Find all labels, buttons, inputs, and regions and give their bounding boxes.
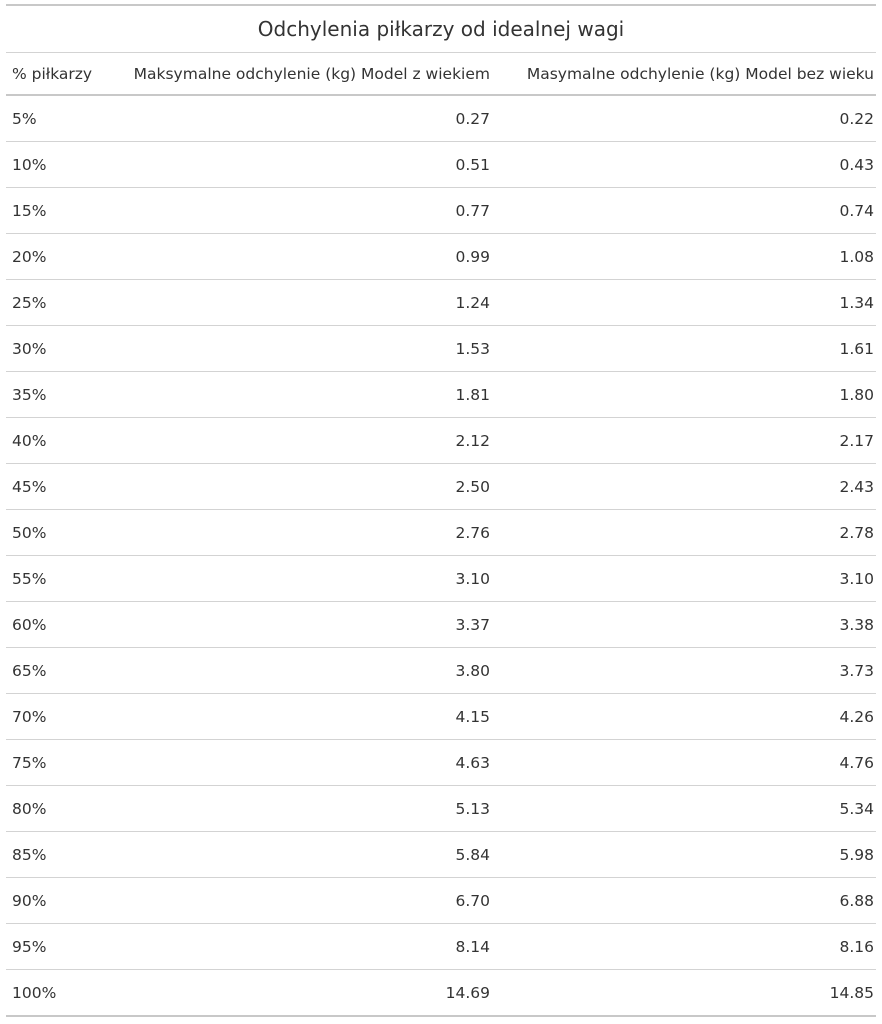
cell-model-with-age: 0.27 [102, 95, 492, 142]
cell-model-without-age: 2.78 [492, 510, 876, 556]
cell-model-with-age: 5.84 [102, 832, 492, 878]
cell-model-without-age: 14.85 [492, 970, 876, 1017]
cell-model-without-age: 0.74 [492, 188, 876, 234]
table-row [6, 188, 876, 234]
cell-model-with-age: 14.69 [102, 970, 492, 1017]
cell-percent-players: 35% [6, 372, 102, 418]
cell-model-with-age: 2.12 [102, 418, 492, 464]
table-row [6, 694, 876, 740]
cell-percent-players: 40% [6, 418, 102, 464]
cell-percent-players: 5% [6, 95, 102, 142]
cell-model-without-age: 1.34 [492, 280, 876, 326]
cell-model-without-age: 1.08 [492, 234, 876, 280]
cell-percent-players: 20% [6, 234, 102, 280]
table-row [6, 510, 876, 556]
table-body [6, 95, 876, 1016]
cell-percent-players: 95% [6, 924, 102, 970]
cell-model-without-age: 3.38 [492, 602, 876, 648]
table-container [6, 0, 876, 1017]
cell-model-without-age: 2.43 [492, 464, 876, 510]
table-row [6, 832, 876, 878]
cell-percent-players: 65% [6, 648, 102, 694]
cell-percent-players: 30% [6, 326, 102, 372]
cell-model-with-age: 3.80 [102, 648, 492, 694]
cell-model-with-age: 5.13 [102, 786, 492, 832]
cell-model-with-age: 0.99 [102, 234, 492, 280]
cell-model-without-age: 4.76 [492, 740, 876, 786]
cell-model-with-age: 3.10 [102, 556, 492, 602]
table-row [6, 95, 876, 142]
cell-percent-players: 15% [6, 188, 102, 234]
cell-model-without-age: 1.61 [492, 326, 876, 372]
cell-model-with-age: 0.77 [102, 188, 492, 234]
cell-percent-players: 90% [6, 878, 102, 924]
cell-model-without-age: 0.22 [492, 95, 876, 142]
cell-model-with-age: 2.50 [102, 464, 492, 510]
cell-percent-players: 75% [6, 740, 102, 786]
table-header [6, 53, 876, 95]
cell-model-with-age: 2.76 [102, 510, 492, 556]
cell-model-without-age: 3.10 [492, 556, 876, 602]
table-row [6, 602, 876, 648]
deviation-table [6, 53, 876, 1017]
table-row [6, 464, 876, 510]
cell-percent-players: 45% [6, 464, 102, 510]
cell-model-with-age: 0.51 [102, 142, 492, 188]
table-row [6, 326, 876, 372]
cell-model-with-age: 4.63 [102, 740, 492, 786]
table-row [6, 142, 876, 188]
cell-percent-players: 60% [6, 602, 102, 648]
cell-percent-players: 10% [6, 142, 102, 188]
cell-percent-players: 70% [6, 694, 102, 740]
cell-model-without-age: 2.17 [492, 418, 876, 464]
cell-model-without-age: 3.73 [492, 648, 876, 694]
cell-model-with-age: 4.15 [102, 694, 492, 740]
cell-model-without-age: 5.34 [492, 786, 876, 832]
cell-model-with-age: 1.81 [102, 372, 492, 418]
cell-percent-players: 85% [6, 832, 102, 878]
cell-percent-players: 50% [6, 510, 102, 556]
cell-model-without-age: 5.98 [492, 832, 876, 878]
table-row [6, 924, 876, 970]
table-row [6, 556, 876, 602]
table-row [6, 740, 876, 786]
cell-model-with-age: 1.24 [102, 280, 492, 326]
table-title: Odchylenia piłkarzy od idealnej wagi [6, 6, 876, 53]
table-row [6, 418, 876, 464]
cell-percent-players: 80% [6, 786, 102, 832]
table-row [6, 280, 876, 326]
table-row [6, 786, 876, 832]
header-model-without-age: Masymalne odchylenie (kg) Model bez wieku [492, 53, 876, 95]
cell-model-without-age: 0.43 [492, 142, 876, 188]
cell-model-without-age: 4.26 [492, 694, 876, 740]
header-model-with-age: Maksymalne odchylenie (kg) Model z wiekiem [102, 53, 492, 95]
table-row [6, 648, 876, 694]
table-row [6, 878, 876, 924]
cell-percent-players: 55% [6, 556, 102, 602]
cell-model-with-age: 6.70 [102, 878, 492, 924]
cell-model-with-age: 1.53 [102, 326, 492, 372]
cell-percent-players: 100% [6, 970, 102, 1017]
cell-model-without-age: 8.16 [492, 924, 876, 970]
table-row [6, 970, 876, 1017]
table-row [6, 234, 876, 280]
header-row [6, 53, 876, 95]
cell-model-without-age: 6.88 [492, 878, 876, 924]
header-percent-players: % piłkarzy [6, 53, 102, 95]
cell-model-with-age: 3.37 [102, 602, 492, 648]
cell-model-with-age: 8.14 [102, 924, 492, 970]
table-row [6, 372, 876, 418]
cell-model-without-age: 1.80 [492, 372, 876, 418]
cell-percent-players: 25% [6, 280, 102, 326]
